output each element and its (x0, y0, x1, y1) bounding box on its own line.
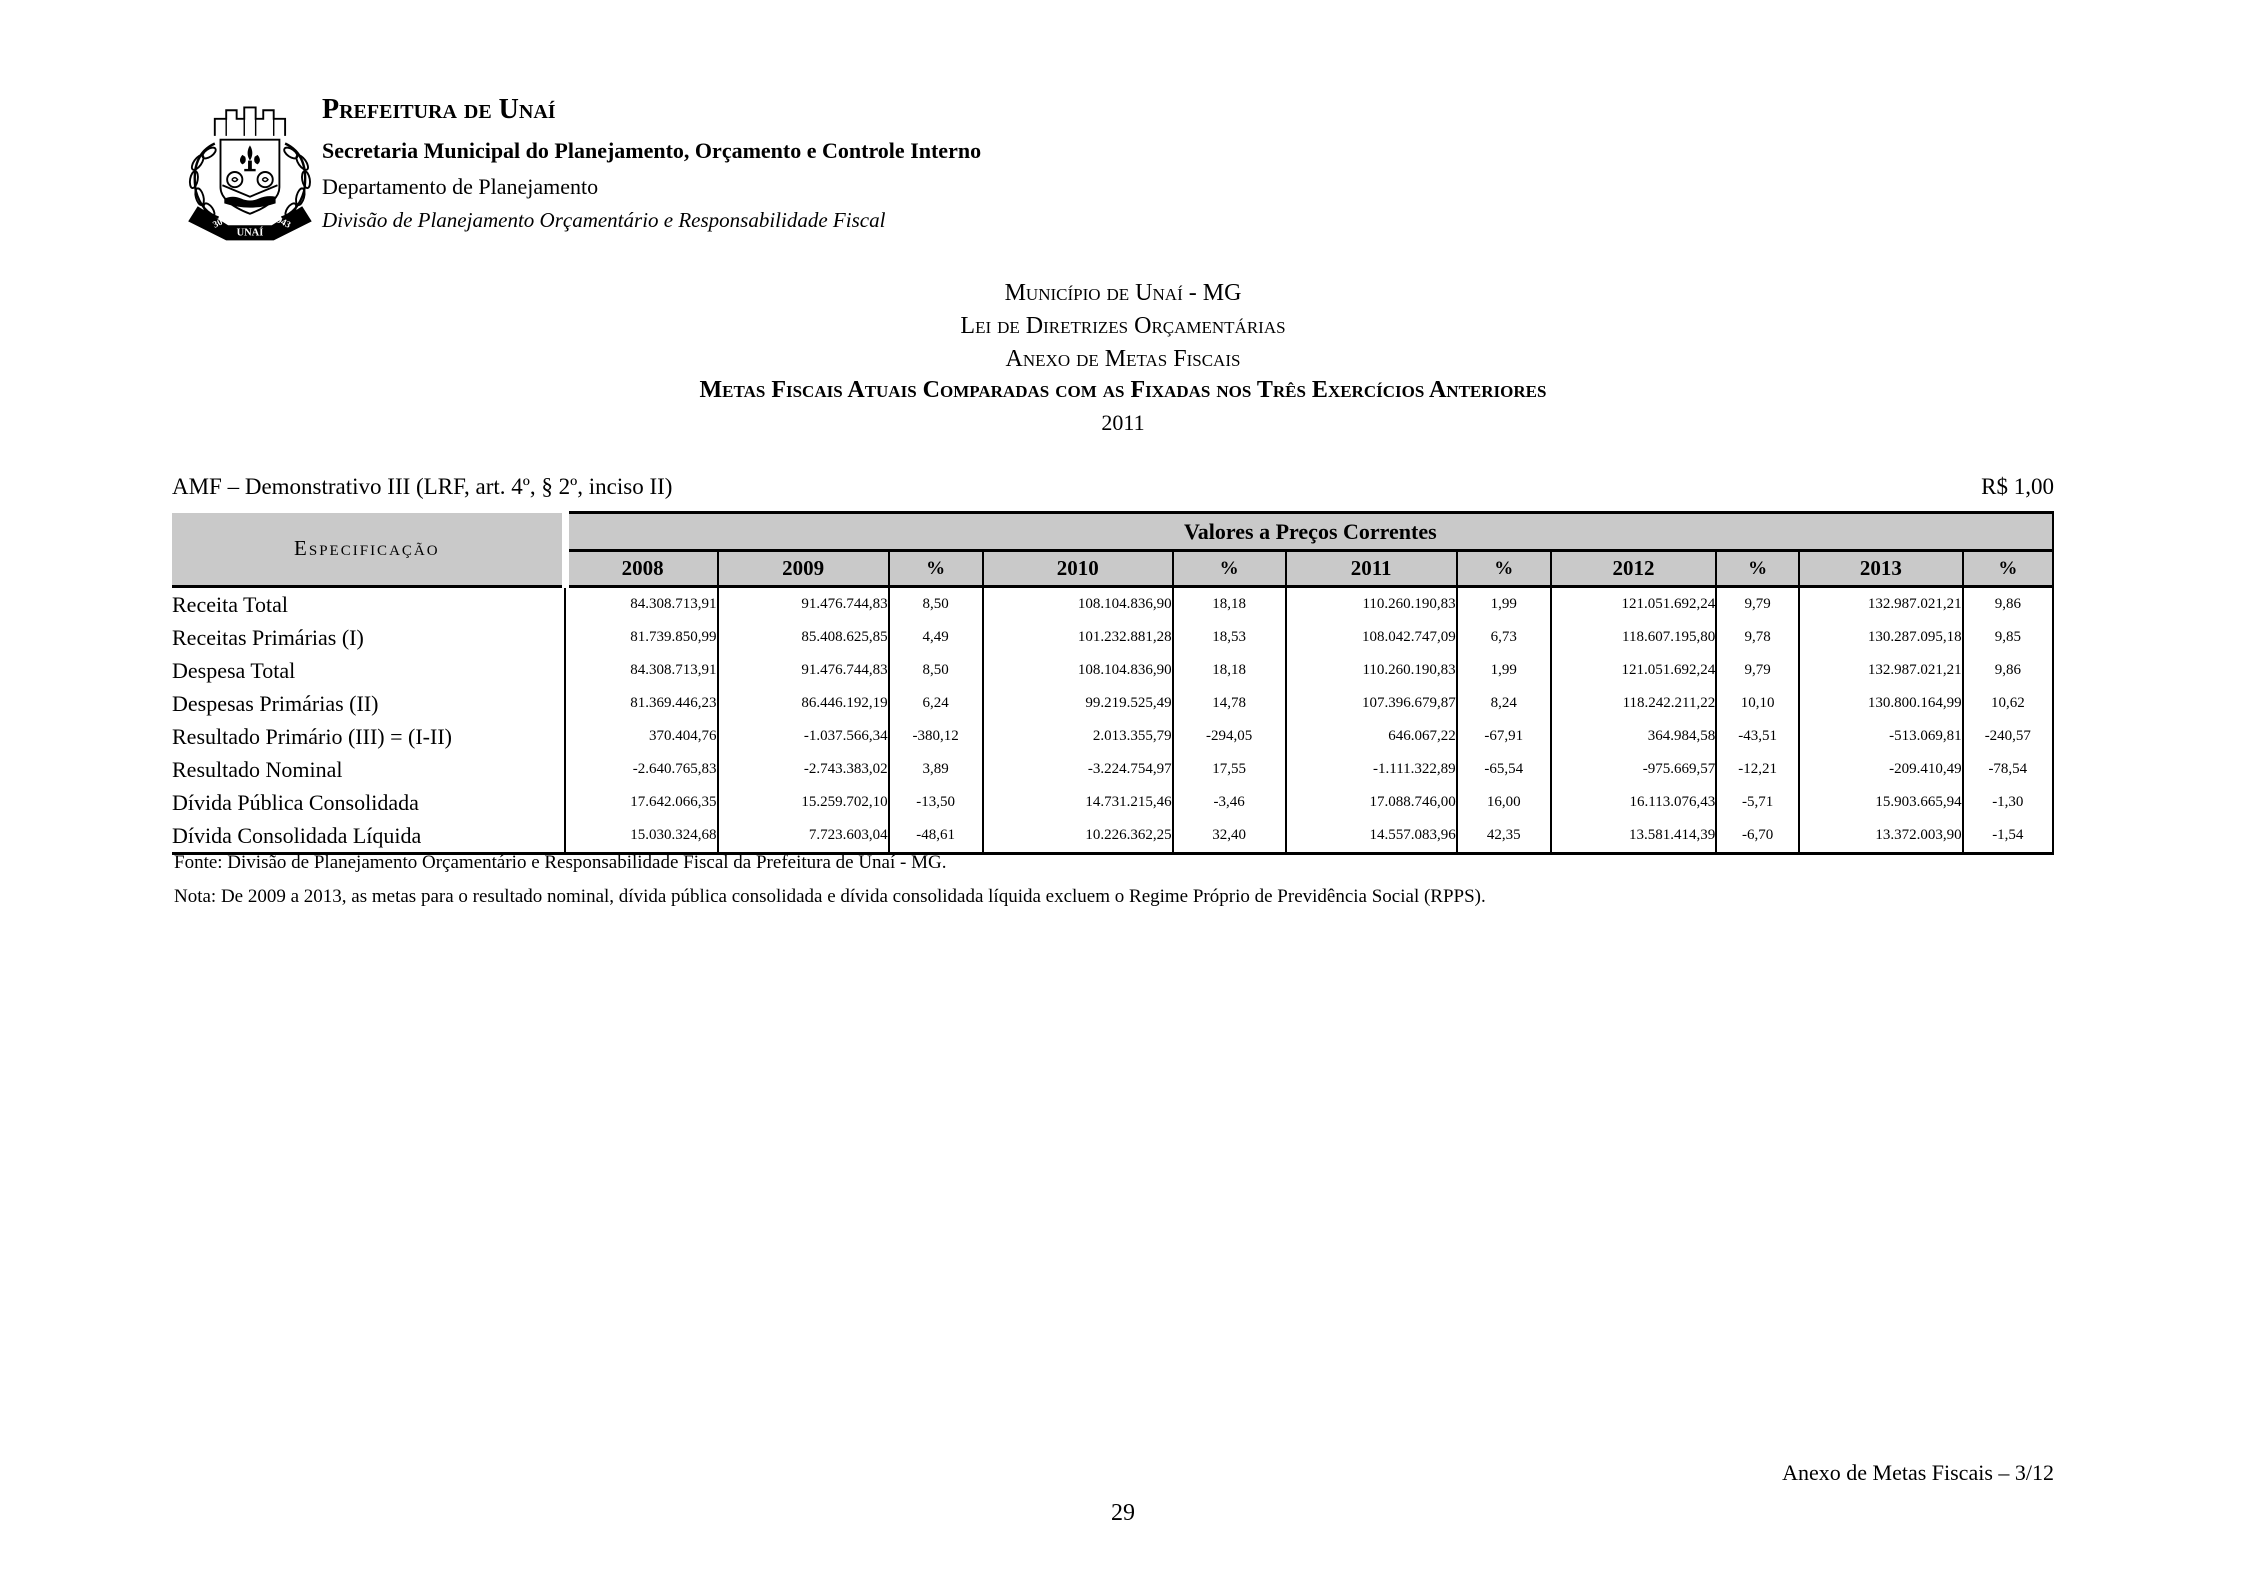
column-header-year-2010: 2010 (983, 551, 1173, 587)
cell-currency-value: 81.739.850,99 (565, 621, 717, 654)
column-header-percent: % (1963, 551, 2053, 587)
cell-percent-variation: -1,54 (1963, 819, 2053, 854)
cell-percent-variation: -65,54 (1457, 753, 1551, 786)
cell-currency-value: 132.987.021,21 (1799, 654, 1963, 687)
column-header-percent: % (1716, 551, 1799, 587)
cell-percent-variation: 9,79 (1716, 587, 1799, 622)
cell-currency-value: 101.232.881,28 (983, 621, 1173, 654)
cell-currency-value: 86.446.192,19 (718, 687, 889, 720)
cell-currency-value: -2.743.383,02 (718, 753, 889, 786)
cell-currency-value: 130.287.095,18 (1799, 621, 1963, 654)
annex-page-label: Anexo de Metas Fiscais – 3/12 (1782, 1460, 2054, 1485)
cell-currency-value: 16.113.076,43 (1551, 786, 1717, 819)
cell-currency-value: 17.088.746,00 (1286, 786, 1457, 819)
cell-currency-value: 99.219.525,49 (983, 687, 1173, 720)
cell-currency-value: 13.372.003,90 (1799, 819, 1963, 854)
demonstrativo-label: AMF – Demonstrativo III (LRF, art. 4º, § 2º, inciso II) (172, 474, 673, 499)
cell-currency-value: 17.642.066,35 (565, 786, 717, 819)
cell-currency-value: 7.723.603,04 (718, 819, 889, 854)
row-label: Receitas Primárias (I) (172, 624, 364, 650)
title-principal: Metas Fiscais Atuais Comparadas com as Fixadas nos Três Exercícios Anteriores (699, 377, 1547, 403)
table-row (172, 720, 2053, 753)
logo-banner-date-right: 1943 (270, 213, 292, 231)
cell-percent-variation: 10,10 (1716, 687, 1799, 720)
cell-currency-value: 10.226.362,25 (983, 819, 1173, 854)
cell-currency-value: 646.067,22 (1286, 720, 1457, 753)
cell-percent-variation: 1,99 (1457, 654, 1551, 687)
cell-currency-value: 370.404,76 (565, 720, 717, 753)
table-row (172, 687, 2053, 720)
column-header-year-2013: 2013 (1799, 551, 1963, 587)
table-row (172, 753, 2053, 786)
cell-percent-variation: 8,50 (889, 587, 983, 622)
cell-currency-value: -209.410,49 (1799, 753, 1963, 786)
cell-percent-variation: 17,55 (1173, 753, 1286, 786)
table-row (172, 654, 2053, 687)
column-header-year-2012: 2012 (1551, 551, 1717, 587)
cell-percent-variation: 9,79 (1716, 654, 1799, 687)
group-header-valores-correntes: Valores a Preços Correntes (565, 513, 2053, 551)
column-header-percent: % (1457, 551, 1551, 587)
org-departamento: Departamento de Planejamento (322, 174, 599, 199)
fiscal-metas-table (172, 511, 2054, 855)
cell-currency-value: -513.069,81 (1799, 720, 1963, 753)
column-header-percent: % (1173, 551, 1286, 587)
cell-percent-variation: 4,49 (889, 621, 983, 654)
title-anexo: Anexo de Metas Fiscais (1005, 346, 1241, 372)
row-label: Resultado Primário (III) = (I-II) (172, 723, 452, 749)
table-meta-row (172, 474, 2054, 500)
cell-percent-variation: -3,46 (1173, 786, 1286, 819)
column-header-year-2008: 2008 (565, 551, 717, 587)
cell-currency-value: 121.051.692,24 (1551, 654, 1717, 687)
cell-currency-value: 14.557.083,96 (1286, 819, 1457, 854)
logo-banner-date-left: 30-12 (211, 211, 236, 231)
cell-percent-variation: 10,62 (1963, 687, 2053, 720)
cell-percent-variation: -13,50 (889, 786, 983, 819)
cell-percent-variation: 6,73 (1457, 621, 1551, 654)
cell-percent-variation: -12,21 (1716, 753, 1799, 786)
cell-currency-value: 118.607.195,80 (1551, 621, 1717, 654)
column-header-year-2011: 2011 (1286, 551, 1457, 587)
cell-currency-value: -3.224.754,97 (983, 753, 1173, 786)
cell-currency-value: 108.042.747,09 (1286, 621, 1457, 654)
currency-unit-label: R$ 1,00 (1981, 474, 2054, 499)
column-header-year-2009: 2009 (718, 551, 889, 587)
cell-currency-value: 121.051.692,24 (1551, 587, 1717, 622)
cell-currency-value: -1.111.322,89 (1286, 753, 1457, 786)
table-row (172, 621, 2053, 654)
cell-percent-variation: 9,78 (1716, 621, 1799, 654)
row-label: Despesa Total (172, 657, 296, 683)
org-divisao: Divisão de Planejamento Orçamentário e Responsabilidade Fiscal (322, 208, 886, 232)
cell-percent-variation: 18,18 (1173, 654, 1286, 687)
row-label: Receita Total (172, 591, 288, 617)
table-row (172, 587, 2053, 622)
cell-currency-value: 108.104.836,90 (983, 654, 1173, 687)
cell-percent-variation: 9,86 (1963, 587, 2053, 622)
cell-currency-value: 91.476.744,83 (718, 654, 889, 687)
cell-currency-value: 85.408.625,85 (718, 621, 889, 654)
cell-currency-value: 13.581.414,39 (1551, 819, 1717, 854)
cell-currency-value: 84.308.713,91 (565, 587, 717, 622)
fonte-note: Fonte: Divisão de Planejamento Orçamentário e Responsabilidade Fiscal da Prefeitura de Unaí - MG. (174, 852, 947, 873)
title-ano: 2011 (1101, 410, 1145, 435)
cell-percent-variation: -380,12 (889, 720, 983, 753)
cell-percent-variation: -1,30 (1963, 786, 2053, 819)
cell-percent-variation: -6,70 (1716, 819, 1799, 854)
cell-percent-variation: -240,57 (1963, 720, 2053, 753)
cell-currency-value: 130.800.164,99 (1799, 687, 1963, 720)
cell-currency-value: 91.476.744,83 (718, 587, 889, 622)
cell-currency-value: 108.104.836,90 (983, 587, 1173, 622)
cell-currency-value: 110.260.190,83 (1286, 587, 1457, 622)
cell-percent-variation: -294,05 (1173, 720, 1286, 753)
cell-percent-variation: 9,85 (1963, 621, 2053, 654)
row-label: Resultado Nominal (172, 756, 343, 782)
column-header-especificacao: Especificação (172, 513, 565, 587)
cell-percent-variation: 16,00 (1457, 786, 1551, 819)
cell-currency-value: 15.030.324,68 (565, 819, 717, 854)
row-label: Despesas Primárias (II) (172, 690, 379, 716)
cell-percent-variation: 18,18 (1173, 587, 1286, 622)
coat-of-arms-logo (173, 93, 325, 251)
cell-currency-value: 14.731.215,46 (983, 786, 1173, 819)
cell-currency-value: 84.308.713,91 (565, 654, 717, 687)
cell-currency-value: 132.987.021,21 (1799, 587, 1963, 622)
cell-currency-value: 15.259.702,10 (718, 786, 889, 819)
cell-percent-variation: 8,24 (1457, 687, 1551, 720)
cell-percent-variation: 32,40 (1173, 819, 1286, 854)
table-row (172, 819, 2053, 854)
cell-percent-variation: 9,86 (1963, 654, 2053, 687)
cell-currency-value: 364.984,58 (1551, 720, 1717, 753)
cell-percent-variation: 18,53 (1173, 621, 1286, 654)
column-header-percent: % (889, 551, 983, 587)
cell-currency-value: 118.242.211,22 (1551, 687, 1717, 720)
cell-percent-variation: 1,99 (1457, 587, 1551, 622)
fiscal-table-body (172, 587, 2053, 854)
cell-currency-value: -975.669,57 (1551, 753, 1717, 786)
cell-currency-value: 107.396.679,87 (1286, 687, 1457, 720)
cell-percent-variation: -48,61 (889, 819, 983, 854)
title-lei: Lei de Diretrizes Orçamentárias (960, 313, 1286, 339)
org-name: Prefeitura de Unaí (322, 94, 556, 125)
cell-currency-value: -1.037.566,34 (718, 720, 889, 753)
cell-currency-value: -2.640.765,83 (565, 753, 717, 786)
cell-currency-value: 15.903.665,94 (1799, 786, 1963, 819)
row-label: Dívida Pública Consolidada (172, 789, 419, 815)
cell-percent-variation: -43,51 (1716, 720, 1799, 753)
logo-banner-name: UNAÍ (236, 227, 264, 239)
nota-note: Nota: De 2009 a 2013, as metas para o resultado nominal, dívida pública consolidada e dívida consolidada líquida excluem o Regime Próprio de Previdência Social (RPPS). (174, 886, 1486, 907)
org-secretaria: Secretaria Municipal do Planejamento, Orçamento e Controle Interno (322, 138, 982, 163)
cell-percent-variation: -5,71 (1716, 786, 1799, 819)
cell-currency-value: 81.369.446,23 (565, 687, 717, 720)
row-label: Dívida Consolidada Líquida (172, 819, 565, 854)
cell-percent-variation: -67,91 (1457, 720, 1551, 753)
cell-percent-variation: 14,78 (1173, 687, 1286, 720)
cell-currency-value: 110.260.190,83 (1286, 654, 1457, 687)
cell-percent-variation: 6,24 (889, 687, 983, 720)
title-municipio: Município de Unaí - MG (1004, 280, 1242, 306)
cell-percent-variation: 3,89 (889, 753, 983, 786)
cell-percent-variation: -78,54 (1963, 753, 2053, 786)
page-number: 29 (1111, 1500, 1135, 1526)
cell-percent-variation: 42,35 (1457, 819, 1551, 854)
cell-percent-variation: 8,50 (889, 654, 983, 687)
table-row (172, 786, 2053, 819)
cell-currency-value: 2.013.355,79 (983, 720, 1173, 753)
